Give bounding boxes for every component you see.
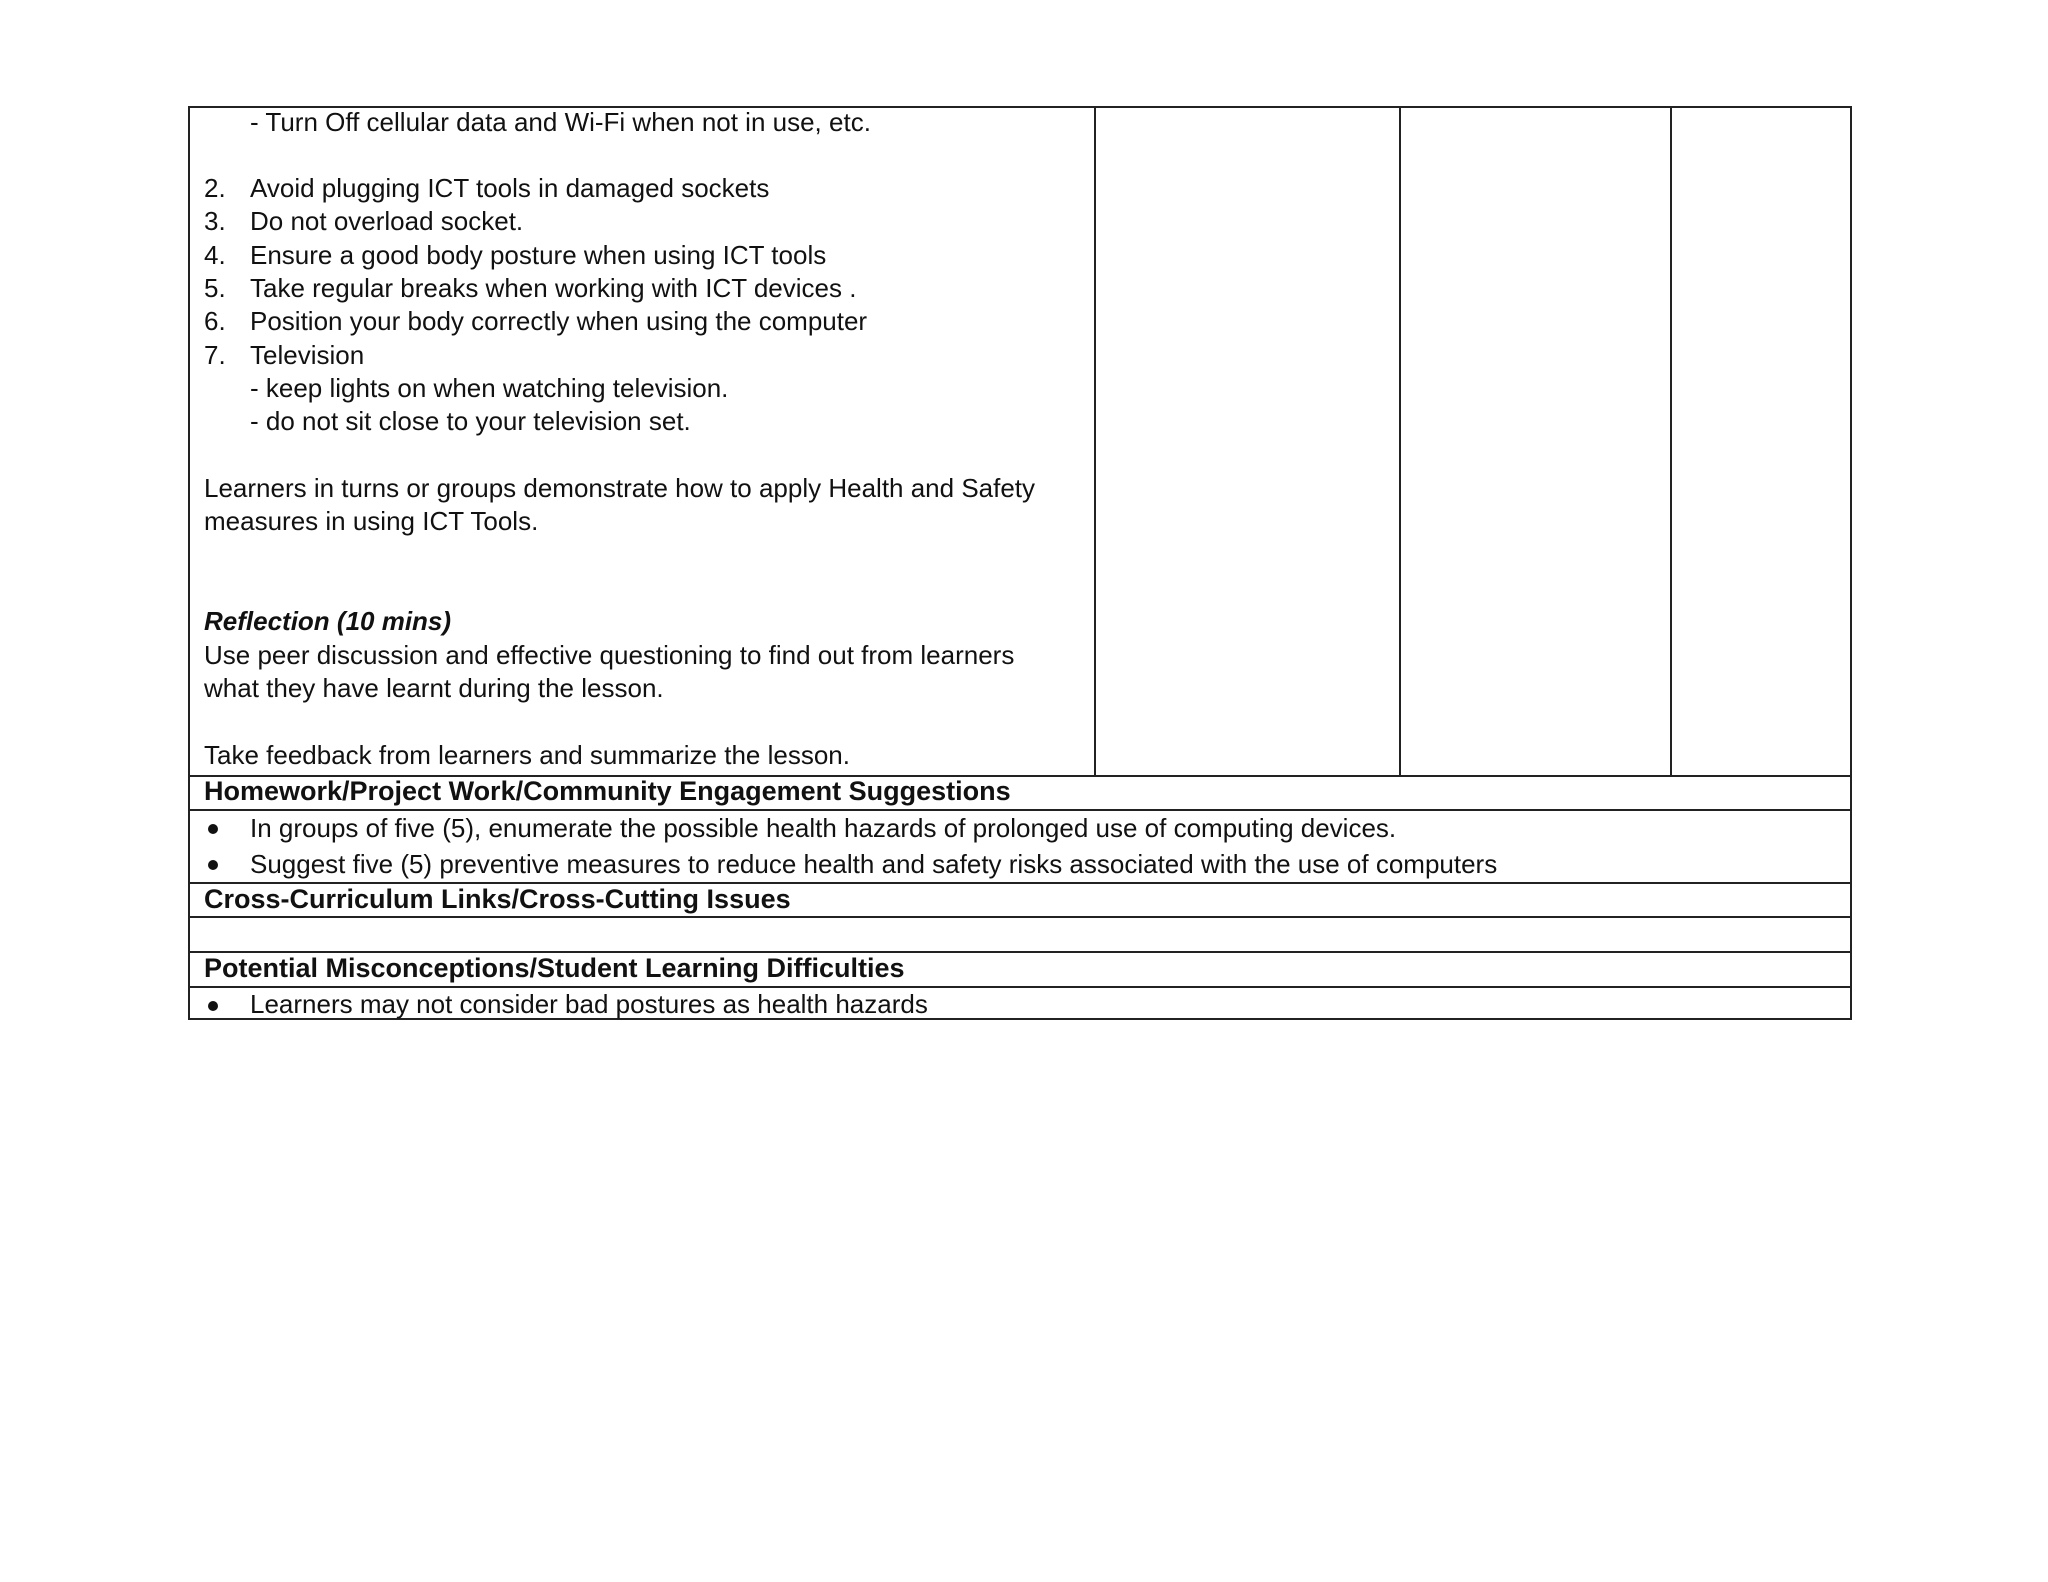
misconception-bullet: Learners may not consider bad postures as health hazards xyxy=(250,989,928,1019)
list-item-number: 4. xyxy=(204,240,226,270)
column-divider-1 xyxy=(1094,106,1096,776)
list-item: Take regular breaks when working with ICT devices . xyxy=(250,273,857,303)
list-item-number: 5. xyxy=(204,273,226,303)
row-divider-cross-body xyxy=(188,916,1852,918)
bullet-icon xyxy=(208,824,218,834)
television-sub-item: - do not sit close to your television set. xyxy=(250,406,691,436)
bullet-icon xyxy=(208,1001,218,1011)
list-item: Avoid plugging ICT tools in damaged sockets xyxy=(250,173,770,203)
cross-curriculum-heading: Cross-Curriculum Links/Cross-Cutting Issues xyxy=(204,884,791,914)
demonstration-text: measures in using ICT Tools. xyxy=(204,506,539,536)
bullet-icon xyxy=(208,860,218,870)
reflection-text: Use peer discussion and effective questioning to find out from learners xyxy=(204,640,1015,670)
homework-heading: Homework/Project Work/Community Engagement Suggestions xyxy=(204,776,1011,806)
list-item-number: 7. xyxy=(204,340,226,370)
list-item: Position your body correctly when using the computer xyxy=(250,306,868,336)
list-item-number: 3. xyxy=(204,206,226,236)
list-item: Ensure a good body posture when using ICT tools xyxy=(250,240,827,270)
row-divider-homework-body xyxy=(188,809,1852,811)
list-item-number: 2. xyxy=(204,173,226,203)
misconceptions-heading: Potential Misconceptions/Student Learning Difficulties xyxy=(204,953,905,983)
column-divider-2 xyxy=(1399,106,1401,776)
television-sub-item: - keep lights on when watching television. xyxy=(250,373,729,403)
list-item-number: 6. xyxy=(204,306,226,336)
wifi-sub-item: - Turn Off cellular data and Wi-Fi when not in use, etc. xyxy=(250,107,871,137)
list-item: Do not overload socket. xyxy=(250,206,524,236)
feedback-text: Take feedback from learners and summarize the lesson. xyxy=(204,740,850,770)
reflection-heading: Reflection (10 mins) xyxy=(204,606,452,636)
column-divider-3 xyxy=(1670,106,1672,776)
list-item: Television xyxy=(250,340,365,370)
demonstration-text: Learners in turns or groups demonstrate how to apply Health and Safety xyxy=(204,473,1036,503)
homework-bullet: Suggest five (5) preventive measures to reduce health and safety risks associated with the use of computers xyxy=(250,849,1498,879)
homework-bullet: In groups of five (5), enumerate the possible health hazards of prolonged use of computing devices. xyxy=(250,813,1397,843)
reflection-text: what they have learnt during the lesson. xyxy=(204,673,664,703)
